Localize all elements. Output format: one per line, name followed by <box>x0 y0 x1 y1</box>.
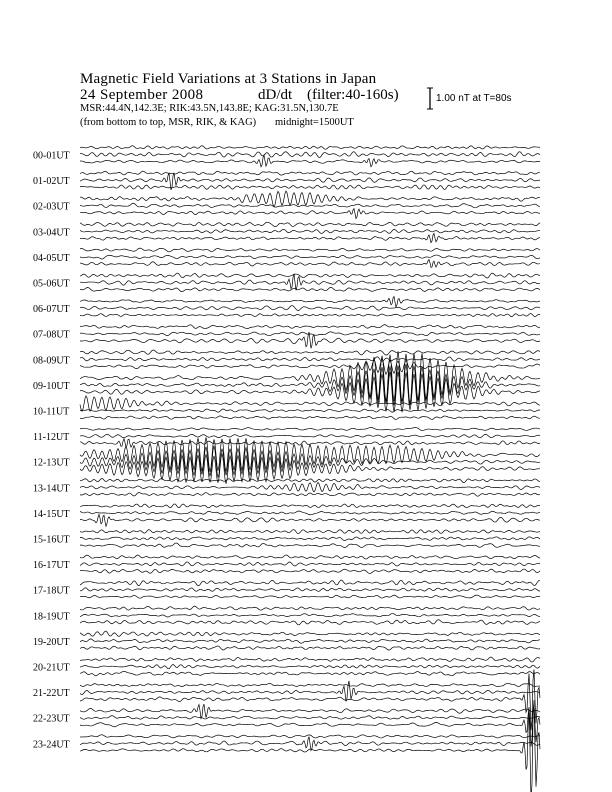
trace-kag-22-23ut <box>80 704 540 718</box>
trace-rik-23-24ut <box>80 737 540 751</box>
component-label: dD/dt <box>258 87 293 103</box>
trace-msr-17-18ut <box>80 595 540 598</box>
trace-msr-13-14ut <box>80 493 540 497</box>
trace-rik-03-04ut <box>80 229 540 233</box>
hour-row-label: 03-04UT <box>33 227 70 239</box>
hour-row-label: 16-17UT <box>33 560 70 572</box>
trace-kag-06-07ut <box>80 296 540 307</box>
hour-row-label: 09-10UT <box>33 380 70 392</box>
trace-kag-04-05ut <box>80 248 540 252</box>
trace-kag-08-09ut <box>80 350 540 355</box>
trace-rik-04-05ut <box>80 255 540 259</box>
trace-rik-17-18ut <box>80 588 540 591</box>
trace-msr-22-23ut <box>80 703 540 746</box>
midnight-note: midnight=1500UT <box>275 117 354 128</box>
hour-row-label: 18-19UT <box>33 611 70 623</box>
trace-rik-10-11ut <box>80 409 540 412</box>
trace-kag-03-04ut <box>80 222 540 226</box>
hour-row-label: 04-05UT <box>33 252 70 264</box>
trace-rik-16-17ut <box>80 562 540 566</box>
trace-msr-16-17ut <box>80 569 540 573</box>
trace-rik-20-21ut <box>80 665 540 669</box>
trace-kag-23-24ut <box>80 735 540 738</box>
hour-row-label: 13-14UT <box>33 483 70 495</box>
trace-msr-10-11ut <box>80 416 540 420</box>
trace-kag-02-03ut <box>80 191 540 207</box>
trace-msr-06-07ut <box>80 314 540 317</box>
trace-rik-06-07ut <box>80 306 540 311</box>
hour-row-label: 23-24UT <box>33 739 70 751</box>
trace-msr-07-08ut <box>80 332 540 348</box>
trace-msr-19-20ut <box>80 646 540 650</box>
hour-row-label: 12-13UT <box>33 457 70 469</box>
trace-kag-15-16ut <box>80 530 540 534</box>
trace-kag-20-21ut <box>80 657 540 662</box>
hour-row-label: 14-15UT <box>33 508 70 520</box>
trace-rik-14-15ut <box>80 511 540 515</box>
trace-rik-08-09ut <box>80 357 540 361</box>
trace-kag-01-02ut <box>80 171 540 175</box>
scale-bar <box>427 88 433 109</box>
trace-kag-05-06ut <box>80 273 540 278</box>
trace-rik-05-06ut <box>80 274 540 291</box>
hour-row-label: 21-22UT <box>33 688 70 700</box>
trace-rik-11-12ut <box>80 434 540 437</box>
chart-date: 24 September 2008 <box>80 87 204 103</box>
trace-msr-00-01ut <box>80 155 540 167</box>
hour-row-label: 20-21UT <box>33 662 70 674</box>
hour-row-label: 08-09UT <box>33 355 70 367</box>
hour-row-label: 01-02UT <box>33 176 70 188</box>
trace-msr-23-24ut <box>80 700 540 792</box>
trace-rik-19-20ut <box>80 639 540 643</box>
trace-kag-16-17ut <box>80 555 540 559</box>
trace-kag-11-12ut <box>80 428 540 431</box>
trace-rik-13-14ut <box>80 482 540 491</box>
trace-msr-21-22ut <box>80 669 540 730</box>
trace-rik-15-16ut <box>80 537 540 541</box>
trace-rik-09-10ut <box>80 364 540 405</box>
hour-row-label: 06-07UT <box>33 304 70 316</box>
trace-msr-05-06ut <box>80 287 540 291</box>
hour-row-label: 00-01UT <box>33 150 70 162</box>
scale-bar-label: 1.00 nT at T=80s <box>436 93 512 104</box>
trace-msr-03-04ut <box>80 233 540 242</box>
chart-title: Magnetic Field Variations at 3 Stations in Japan <box>80 71 377 87</box>
trace-msr-02-03ut <box>80 209 540 219</box>
trace-kag-10-11ut <box>80 396 540 411</box>
trace-msr-04-05ut <box>80 260 540 268</box>
hour-row-label: 17-18UT <box>33 585 70 597</box>
hour-row-label: 22-23UT <box>33 713 70 725</box>
trace-rik-00-01ut <box>80 152 540 158</box>
trace-kag-00-01ut <box>80 146 540 150</box>
filter-label: (filter:40-160s) <box>307 87 399 103</box>
trace-rik-12-13ut <box>80 446 540 478</box>
trace-msr-20-21ut <box>80 671 540 676</box>
hour-row-label: 05-06UT <box>33 278 70 290</box>
trace-msr-14-15ut <box>80 515 540 527</box>
hour-row-label: 19-20UT <box>33 636 70 648</box>
trace-kag-19-20ut <box>80 631 540 636</box>
trace-kag-17-18ut <box>80 580 540 586</box>
hour-row-label: 02-03UT <box>33 201 70 213</box>
trace-kag-13-14ut <box>80 479 540 483</box>
trace-kag-07-08ut <box>80 325 540 329</box>
trace-rik-18-19ut <box>80 614 540 617</box>
hour-row-label: 15-16UT <box>33 534 70 546</box>
station-coordinates: MSR:44.4N,142.3E; RIK:43.5N,143.8E; KAG:31.5N,130.7E <box>80 103 339 114</box>
trace-rik-22-23ut <box>80 716 540 720</box>
trace-rik-02-03ut <box>80 203 540 208</box>
hour-row-label: 11-12UT <box>33 432 70 444</box>
station-order-note: (from bottom to top, MSR, RIK, & KAG) <box>80 117 257 128</box>
trace-kag-21-22ut <box>80 683 540 686</box>
trace-kag-14-15ut <box>80 504 540 508</box>
trace-msr-18-19ut <box>80 620 540 625</box>
hour-row-label: 07-08UT <box>33 329 70 341</box>
hour-row-label: 10-11UT <box>33 406 70 418</box>
trace-msr-01-02ut <box>80 185 540 189</box>
trace-kag-18-19ut <box>80 606 540 610</box>
trace-msr-15-16ut <box>80 543 540 548</box>
trace-rik-07-08ut <box>80 332 540 336</box>
